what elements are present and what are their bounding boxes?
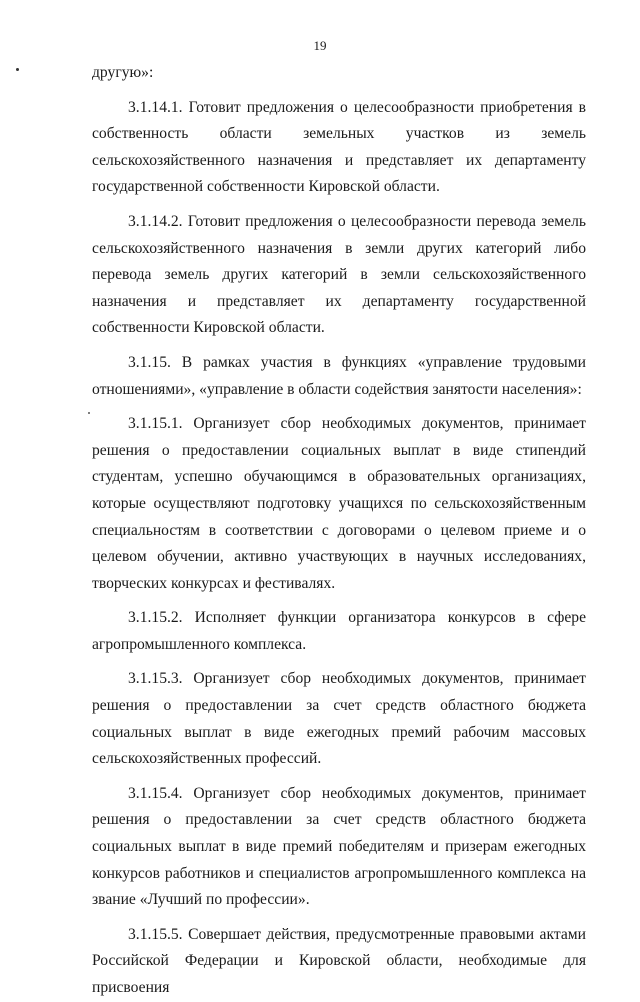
paragraph-3-1-14-1: 3.1.14.1. Готовит предложения о целесообразности приобретения в собственность области земельных участков из земель сельскохозяйственного назначения и представляет их департаменту государственной собственности Кировской области.: [92, 98, 586, 196]
paragraph-3-1-14-2: 3.1.14.2. Готовит предложения о целесообразности перевода земель сельскохозяйственного назначения в земли других категорий либо перевода земель других категорий в земли сельскохозяйственного назначения и представляет их департаменту государственной собственности Кировской области.: [92, 212, 586, 337]
paragraph-3-1-15-2: 3.1.15.2. Исполняет функции организатора конкурсов в сфере агропромышленного комплекса.: [92, 609, 586, 653]
paragraph-3-1-15-5: 3.1.15.5. Совершает действия, предусмотренные правовыми актами Российской Федерации и Кировской области, необходимые для присвоения: [92, 925, 586, 996]
page-number: 19: [313, 38, 327, 53]
paragraph-3-1-15-1: 3.1.15.1. Организует сбор необходимых документов, принимает решения о предоставлении социальных выплат в виде стипендий студентам, успешно обучающимся в образовательных организациях, которые осуществляют подготовку учащихся по сельскохозяйственным специальностям в соответствии с договорами о целевом приеме и о целевом обучении, активно участвующих в научных исследованиях, творческих конкурсах и фестивалях.: [92, 415, 586, 592]
paragraph-continuation: другую»:: [92, 64, 154, 81]
document-body: [92, 60, 586, 1002]
scan-artifact-dot: [16, 68, 19, 71]
paragraph-3-1-15-4: 3.1.15.4. Организует сбор необходимых документов, принимает решения о предоставлении за счет средств областного бюджета социальных выплат в виде премий победителям и призерам ежегодных конкурсов работников и специалистов агропромышленного комплекса на звание «Лучший по профессии».: [92, 784, 586, 909]
paragraph-3-1-15-3: 3.1.15.3. Организует сбор необходимых документов, принимает решения о предоставлении за счет средств областного бюджета социальных выплат в виде ежегодных премий рабочим массовых сельскохозяйственных профессий.: [92, 670, 586, 768]
scan-artifact-dot: [88, 412, 90, 414]
paragraph-3-1-15: 3.1.15. В рамках участия в функциях «управление трудовыми отношениями», «управление в области содействия занятости населения»:: [92, 353, 586, 398]
